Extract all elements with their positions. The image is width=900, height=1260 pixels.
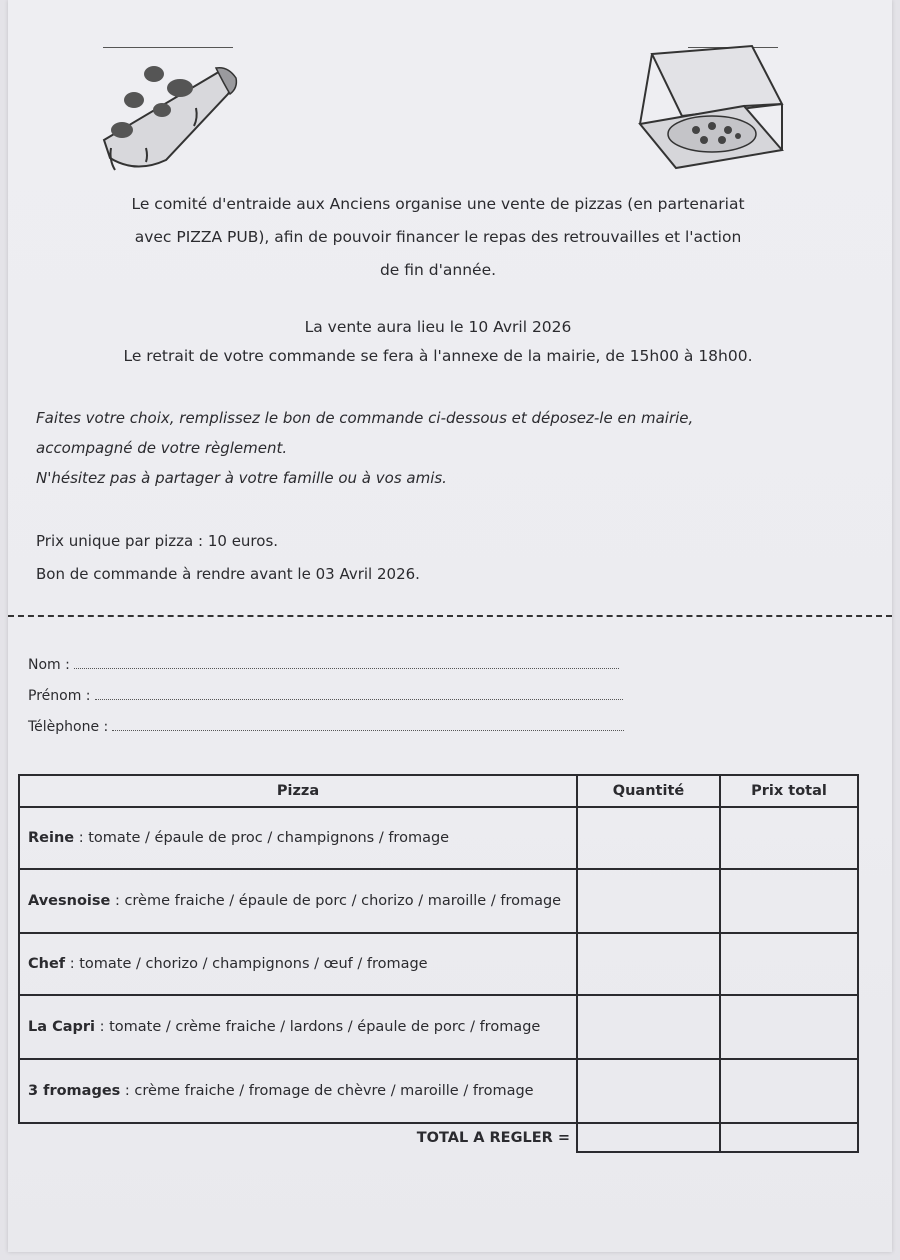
cut-line (8, 615, 892, 617)
instruction-line: N'hésitez pas à partager à votre famille ou à vos amis. (36, 469, 447, 487)
header-prix-total: Prix total (720, 775, 858, 807)
nom-label: Nom : (28, 657, 70, 673)
intro-line: avec PIZZA PUB), afin de pouvoir financer le repas des retrouvailles et l'action (134, 228, 742, 246)
pizza-ingredients: : crème fraiche / fromage de chèvre / maroille / fromage (120, 1083, 534, 1099)
quantity-cell[interactable] (577, 1059, 720, 1123)
pizza-cell (19, 995, 577, 1059)
pizza-cell (19, 933, 577, 995)
intro-paragraph (48, 188, 828, 287)
pizza-name: Reine (28, 830, 75, 846)
quantity-cell[interactable] (577, 933, 720, 995)
header-quantite: Quantité (577, 775, 720, 807)
pizza-name: La Capri (28, 1019, 95, 1035)
pizza-slice-icon (96, 48, 241, 173)
pizza-box-icon (632, 44, 788, 172)
deadline-info: Bon de commande à rendre avant le 03 Avril 2026. (36, 565, 420, 583)
table-row (19, 995, 858, 1059)
table-header-row (19, 775, 858, 807)
pizza-ingredients: : crème fraiche / épaule de porc / chorizo / maroille / fromage (110, 893, 562, 909)
pizza-cell (19, 807, 577, 869)
pizza-name: Chef (28, 956, 66, 972)
pizza-name: 3 fromages (28, 1083, 121, 1099)
order-table (18, 774, 859, 1153)
telephone-label: Télèphone : (28, 719, 109, 735)
pizza-ingredients: : tomate / épaule de proc / champignons / fromage (74, 830, 450, 846)
prenom-input-line[interactable] (95, 698, 623, 700)
pickup-info: Le retrait de votre commande se fera à l'annexe de la mairie, de 15h00 à 18h00. (123, 347, 753, 365)
header-pizza: Pizza (19, 775, 577, 807)
total-price-cell[interactable] (720, 807, 858, 869)
price-info: Prix unique par pizza : 10 euros. (36, 532, 279, 550)
pizza-cell (19, 869, 577, 933)
intro-line: de fin d'année. (379, 261, 497, 279)
nom-field[interactable] (28, 657, 619, 673)
nom-input-line[interactable] (74, 667, 619, 669)
prenom-field[interactable] (28, 688, 623, 704)
total-quantity-cell[interactable] (577, 1123, 720, 1152)
quantity-cell[interactable] (577, 869, 720, 933)
intro-line: Le comité d'entraide aux Anciens organise une vente de pizzas (en partenariat (131, 195, 745, 213)
instruction-line: Faites votre choix, remplissez le bon de commande ci-dessous et déposez-le en mairie, (36, 409, 694, 427)
instruction-line: accompagné de votre règlement. (36, 439, 288, 457)
total-amount-cell[interactable] (720, 1123, 858, 1152)
table-row (19, 807, 858, 869)
total-price-cell[interactable] (720, 869, 858, 933)
total-price-cell[interactable] (720, 933, 858, 995)
quantity-cell[interactable] (577, 807, 720, 869)
quantity-cell[interactable] (577, 995, 720, 1059)
prenom-label: Prénom : (28, 688, 91, 704)
telephone-field[interactable] (28, 719, 624, 735)
total-label: TOTAL A REGLER = (416, 1130, 570, 1146)
instructions-paragraph (36, 403, 693, 493)
total-price-cell[interactable] (720, 995, 858, 1059)
total-row (19, 1123, 858, 1152)
pizza-name: Avesnoise (28, 893, 111, 909)
sale-date: La vente aura lieu le 10 Avril 2026 (304, 318, 572, 336)
pizza-cell (19, 1059, 577, 1123)
table-row (19, 869, 858, 933)
pizza-ingredients: : tomate / crème fraiche / lardons / épaule de porc / fromage (95, 1019, 541, 1035)
order-flyer (8, 0, 892, 1252)
pizza-ingredients: : tomate / chorizo / champignons / œuf / fromage (65, 956, 428, 972)
table-row (19, 933, 858, 995)
table-row (19, 1059, 858, 1123)
telephone-input-line[interactable] (112, 729, 624, 731)
total-price-cell[interactable] (720, 1059, 858, 1123)
